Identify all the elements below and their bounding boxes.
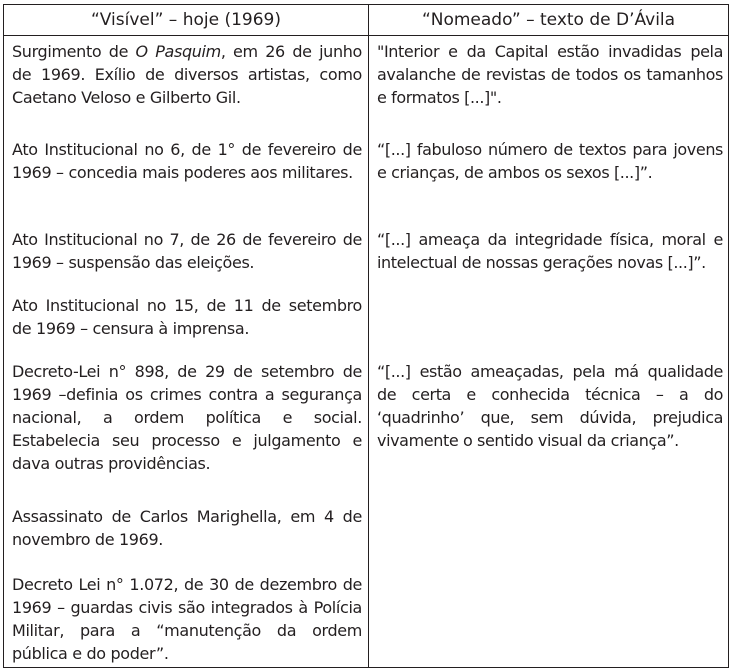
quote-avalanche: "Interior e da Capital estão invadidas pela avalanche de revistas de todos os tamanhos e formatos [...]". (377, 42, 723, 107)
event-pasquim-title: O Pasquim (135, 42, 221, 61)
quote-quadrinho: “[...] estão ameaçadas, pela má qualidade de certa e conhecida técnica – a do ‘quadrinho’ que, sem dúvida, prejudica vivamente o sentido visual da criança”. (377, 362, 723, 450)
event-ai-6: Ato Institucional no 6, de 1° de fevereiro de 1969 – concedia mais poderes aos militares. (12, 140, 362, 182)
event-ai-7: Ato Institucional no 7, de 26 de fevereiro de 1969 – suspensão das eleições. (12, 230, 362, 272)
header-visible-today: “Visível” – hoje (1969) (90, 10, 281, 30)
event-ai-15: Ato Institucional no 15, de 11 de setembro de 1969 – censura à imprensa. (12, 296, 362, 338)
event-pasquim-suffix: , em 26 de junho de 1969. Exílio de diversos artistas, como Caetano Veloso e Gilberto Gil. (12, 42, 362, 107)
quote-ameaca: “[...] ameaça da integridade física, moral e intelectual de nossas gerações novas [...]”. (377, 230, 723, 272)
event-decreto-1072: Decreto Lei n° 1.072, de 30 de dezembro de 1969 – guardas civis são integrados à Polícia Militar, para a “manutenção da ordem pública e do poder”. (12, 575, 362, 663)
header-divider (4, 35, 728, 36)
event-pasquim-prefix: Surgimento de (12, 42, 136, 61)
column-divider (368, 5, 369, 667)
comparison-table (3, 4, 729, 668)
event-pasquim (12, 40, 362, 109)
quote-fabuloso: “[...] fabuloso número de textos para jovens e crianças, de ambos os sexos [...]”. (377, 140, 723, 182)
event-marighella: Assassinato de Carlos Marighella, em 4 de novembro de 1969. (12, 507, 362, 549)
header-named-text: “Nomeado” – texto de D’Ávila (421, 10, 676, 30)
event-decreto-898: Decreto-Lei n° 898, de 29 de setembro de 1969 –definia os crimes contra a segurança nacional, a ordem política e social. Estabelecia seu processo e julgamento e dava outras providências. (12, 362, 362, 473)
